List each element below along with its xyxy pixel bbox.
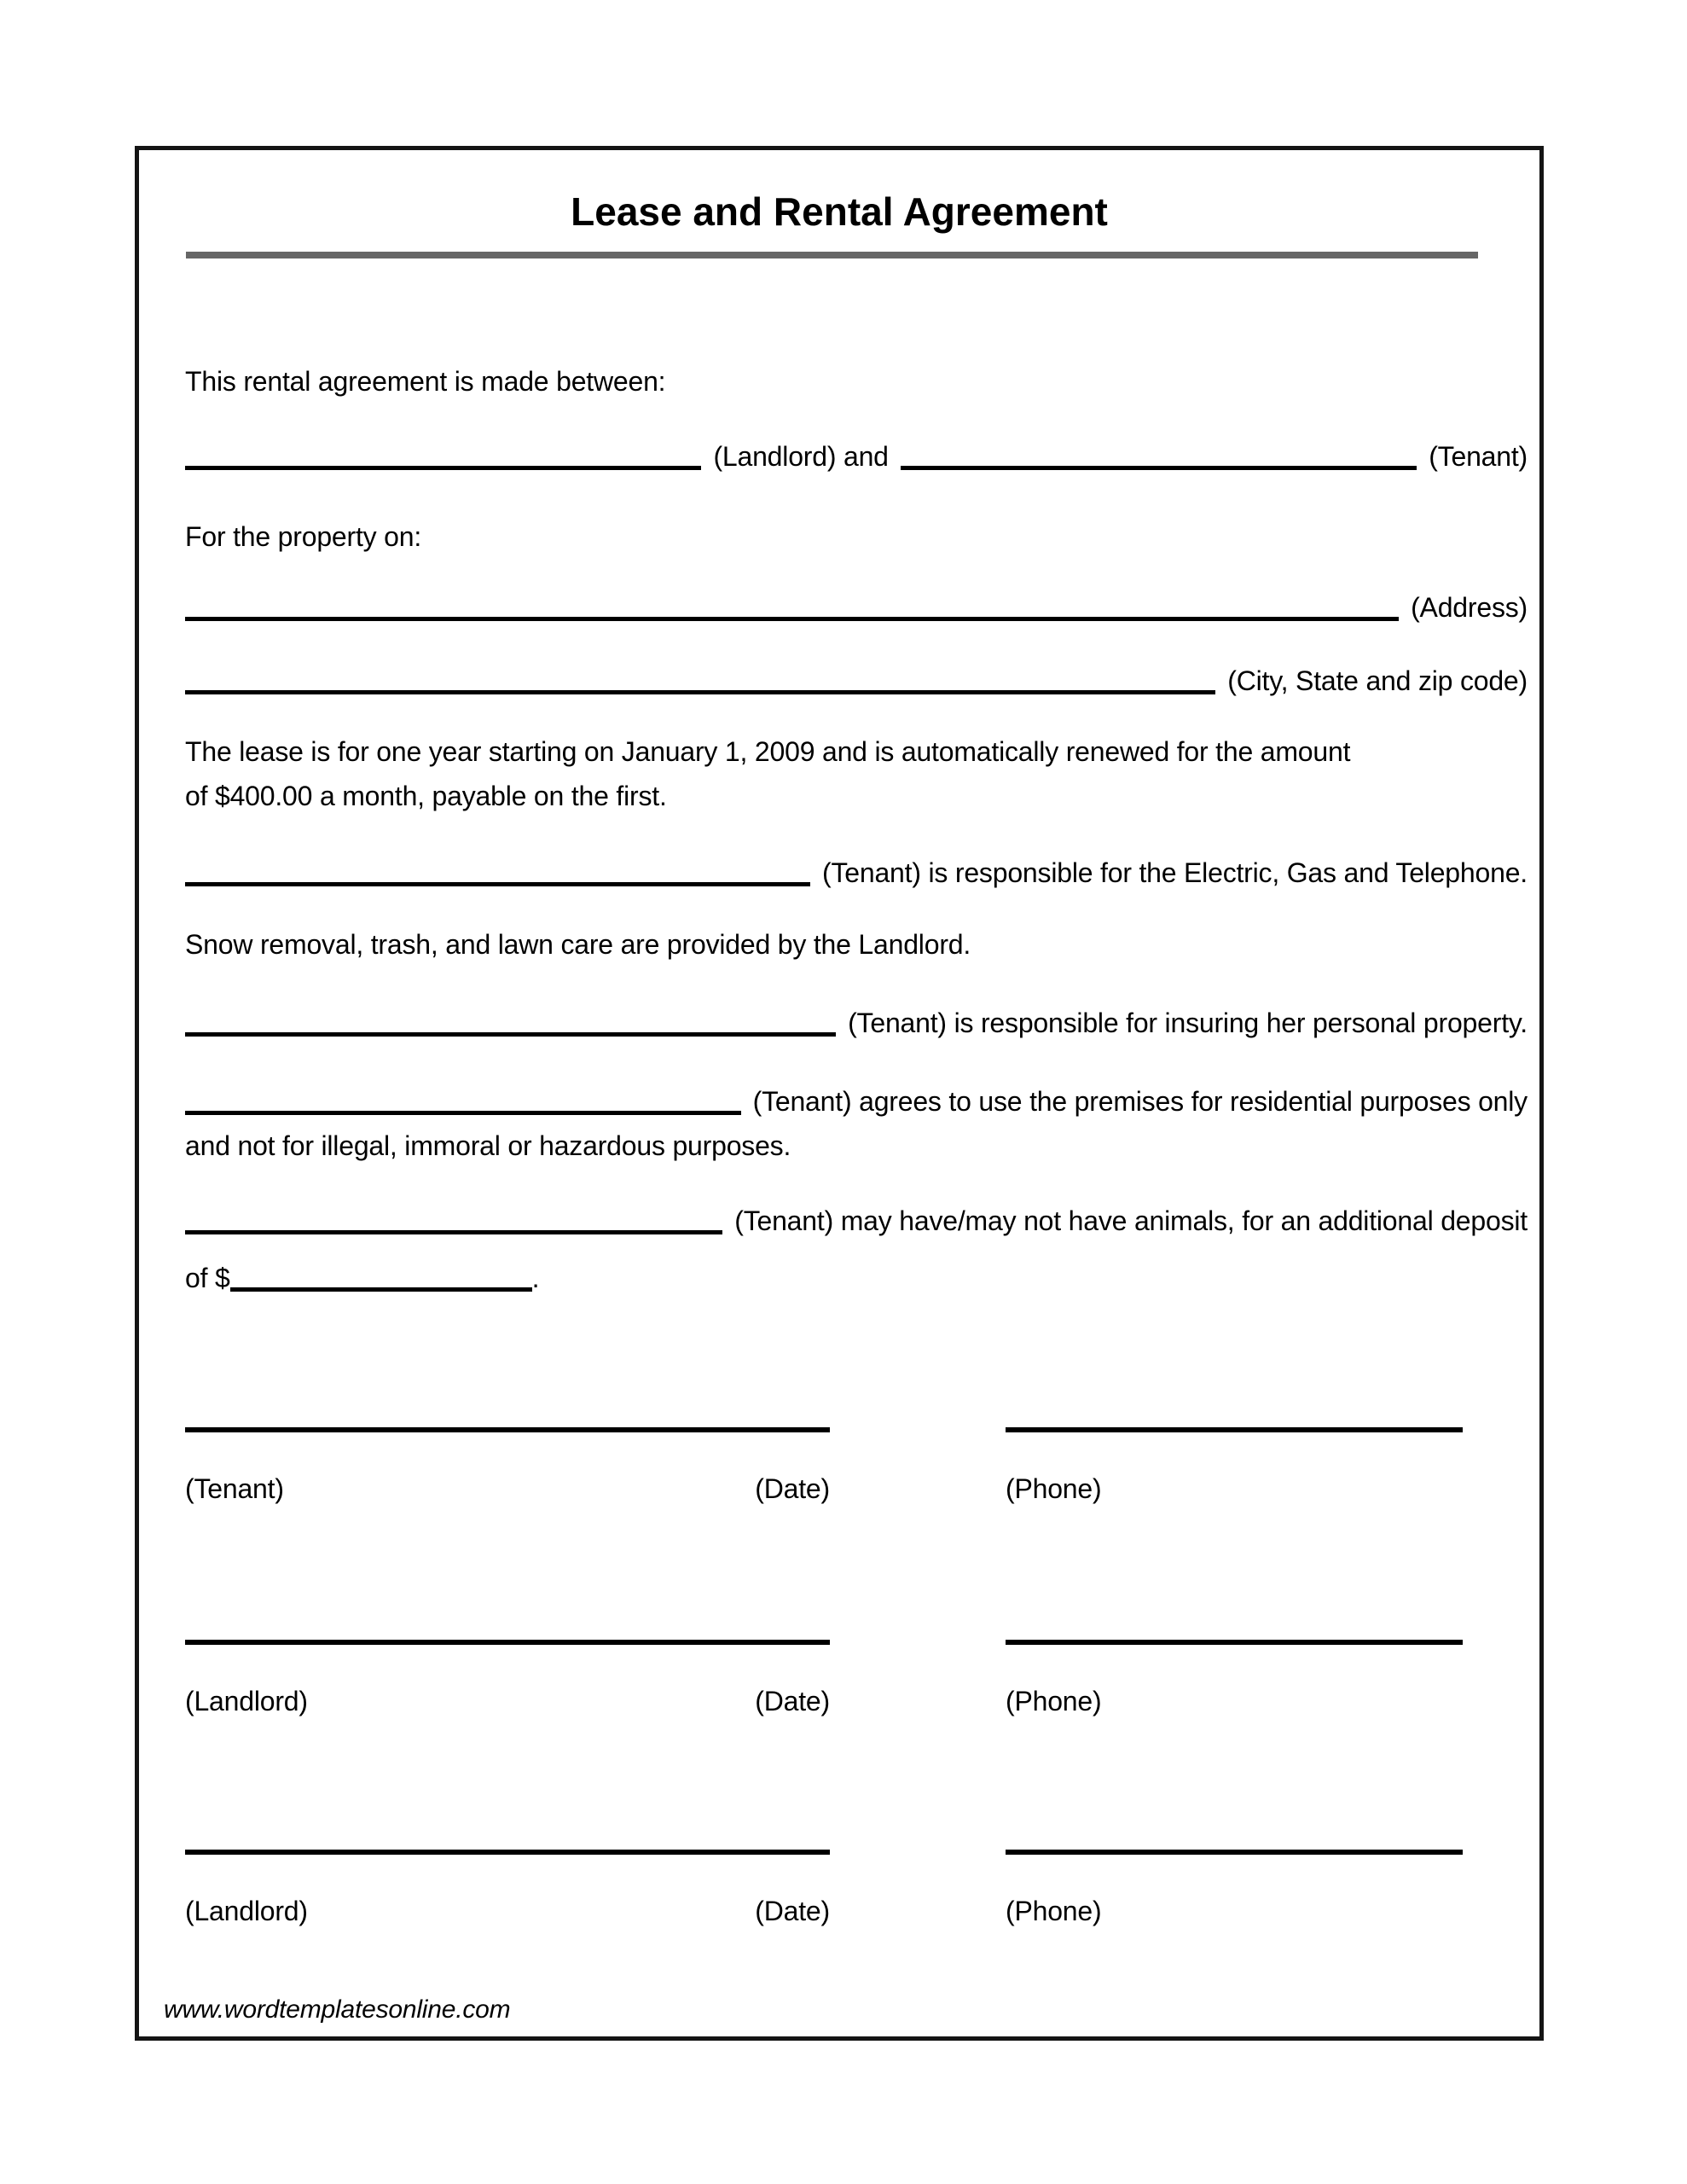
signature-row-tenant <box>185 1427 1528 1521</box>
lease-term-line-2: of $400.00 a month, payable on the first. <box>185 781 667 811</box>
title-divider-rule <box>186 252 1478 258</box>
animals-clause-line-2 <box>185 1252 1528 1300</box>
city-state-zip-line <box>185 655 1528 700</box>
parties-line <box>185 431 1528 475</box>
city-state-zip-field[interactable] <box>185 659 1215 694</box>
landlord-name-field[interactable] <box>185 435 701 470</box>
lease-term-paragraph <box>185 729 1528 818</box>
tenant-label: (Tenant) <box>1429 441 1528 472</box>
premises-clause-line-1 <box>185 1076 1528 1124</box>
party-label: (Landlord) <box>185 1896 308 1926</box>
deposit-prefix-text: of $ <box>185 1263 230 1293</box>
date-label: (Date) <box>755 1896 830 1926</box>
party-label: (Landlord) <box>185 1686 308 1716</box>
animals-tenant-field[interactable] <box>185 1199 722 1234</box>
landlord-phone-line[interactable] <box>1006 1640 1463 1645</box>
landlord-signature-date-line[interactable] <box>185 1640 830 1645</box>
utilities-clause-text: (Tenant) is responsible for the Electric, Gas and Telephone. <box>822 857 1528 888</box>
animals-clause-line-1-text: (Tenant) may have/may not have animals, for an additional deposit <box>734 1205 1528 1236</box>
address-line <box>185 582 1528 626</box>
landlord-services-text: Snow removal, trash, and lawn care are provided by the Landlord. <box>185 929 971 960</box>
deposit-period-text: . <box>531 1263 540 1293</box>
utilities-line <box>185 847 1528 892</box>
phone-label: (Phone) <box>1006 1473 1102 1504</box>
insurance-line <box>185 997 1528 1042</box>
landlord-phone-line[interactable] <box>1006 1850 1463 1855</box>
address-field[interactable] <box>185 586 1399 621</box>
footer-url-text: www.wordtemplatesonline.com <box>164 1995 511 2024</box>
insurance-clause-text: (Tenant) is responsible for insuring her personal property. <box>848 1008 1528 1038</box>
tenant-name-field[interactable] <box>901 435 1417 470</box>
phone-label: (Phone) <box>1006 1686 1102 1716</box>
signature-row-landlord-1 <box>185 1640 1528 1734</box>
party-label: (Tenant) <box>185 1473 284 1504</box>
utilities-tenant-field[interactable] <box>185 851 810 886</box>
animals-clause <box>185 1195 1528 1300</box>
intro-opening-text: This rental agreement is made between: <box>185 366 666 397</box>
page-title: Lease and Rental Agreement <box>571 189 1108 234</box>
document-page <box>135 146 1544 2041</box>
date-label: (Date) <box>755 1473 830 1504</box>
phone-label: (Phone) <box>1006 1896 1102 1926</box>
animals-clause-line-1 <box>185 1195 1528 1243</box>
property-heading: For the property on: <box>185 521 422 552</box>
deposit-amount-field[interactable] <box>230 1257 532 1292</box>
landlord-label: (Landlord) and <box>713 441 889 472</box>
premises-clause-line-1-text: (Tenant) agrees to use the premises for residential purposes only <box>752 1086 1528 1117</box>
signature-row-landlord-2 <box>185 1850 1528 1943</box>
address-label: (Address) <box>1411 592 1528 623</box>
tenant-signature-date-line[interactable] <box>185 1427 830 1432</box>
lease-term-line-1: The lease is for one year starting on January 1, 2009 and is automatically renewed for the amount <box>185 736 1351 767</box>
premises-clause-line-2: and not for illegal, immoral or hazardous purposes. <box>185 1130 791 1161</box>
date-label: (Date) <box>755 1686 830 1716</box>
city-state-zip-label: (City, State and zip code) <box>1227 665 1528 696</box>
landlord-signature-date-line[interactable] <box>185 1850 830 1855</box>
tenant-phone-line[interactable] <box>1006 1427 1463 1432</box>
insurance-tenant-field[interactable] <box>185 1002 836 1037</box>
premises-clause <box>185 1076 1528 1168</box>
premises-tenant-field[interactable] <box>185 1080 741 1115</box>
